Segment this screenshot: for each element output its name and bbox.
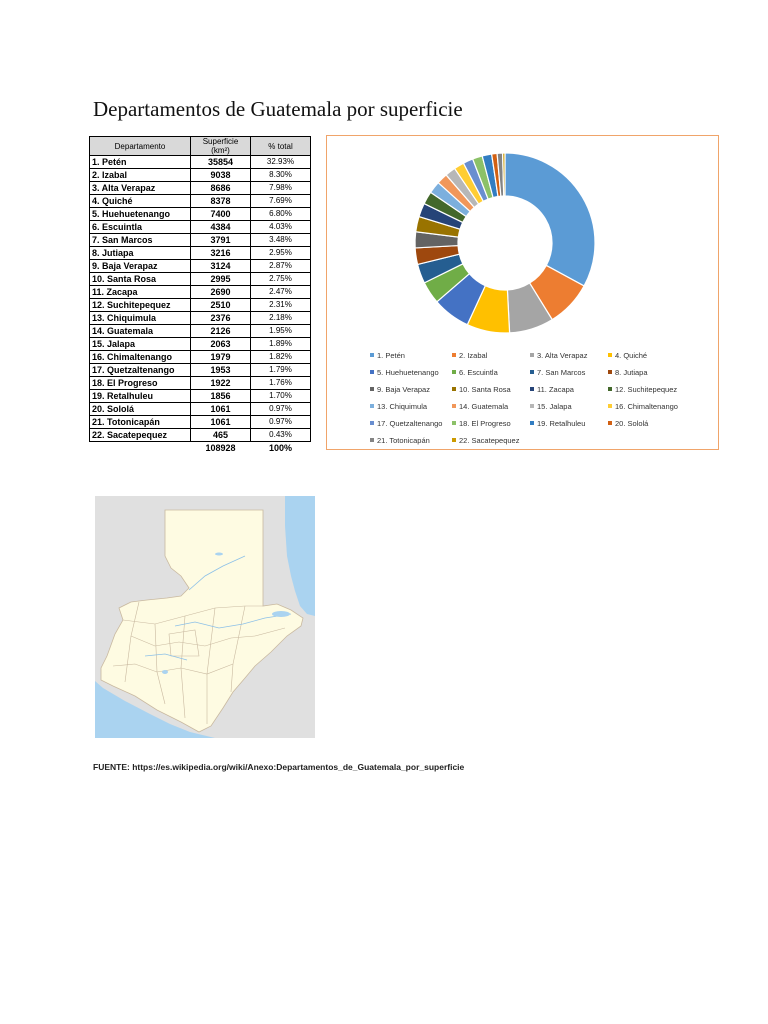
department-name: 8. Jutiapa [90,247,191,260]
legend-item [370,434,452,446]
department-area: 3216 [191,247,251,260]
department-percent: 8.30% [251,169,311,182]
department-percent: 1.95% [251,325,311,338]
table-row [90,247,311,260]
department-area: 2995 [191,273,251,286]
department-percent: 0.97% [251,416,311,429]
legend-label: 17. Quetzaltenango [377,418,443,428]
departments-table [89,136,311,454]
department-area: 3124 [191,260,251,273]
legend-label: 7. San Marcos [537,367,586,377]
legend-swatch [608,421,612,425]
legend-swatch [370,438,374,442]
legend-swatch [608,353,612,357]
legend-item [608,400,690,412]
legend-label: 21. Totonicapán [377,435,430,445]
department-percent: 3.48% [251,234,311,247]
legend-swatch [370,353,374,357]
department-area: 7400 [191,208,251,221]
legend-label: 10. Santa Rosa [459,384,511,394]
table-row [90,156,311,169]
table-row [90,338,311,351]
legend-swatch [530,421,534,425]
legend-item [608,383,690,395]
department-name: 11. Zacapa [90,286,191,299]
department-percent: 0.43% [251,429,311,442]
legend-label: 14. Guatemala [459,401,509,411]
department-percent: 2.47% [251,286,311,299]
department-percent: 2.95% [251,247,311,260]
department-area: 8686 [191,182,251,195]
legend-swatch [530,404,534,408]
legend-label: 13. Chiquimula [377,401,428,411]
department-name: 14. Guatemala [90,325,191,338]
table-row [90,403,311,416]
department-name: 13. Chiquimula [90,312,191,325]
legend-label: 19. Retalhuleu [537,418,586,428]
legend-item [370,366,452,378]
legend-item [452,400,530,412]
department-name: 2. Izabal [90,169,191,182]
department-percent: 1.82% [251,351,311,364]
legend-label: 18. El Progreso [459,418,511,428]
table-row [90,312,311,325]
legend-item [452,349,530,361]
legend-label: 20. Sololá [615,418,649,428]
legend-item [608,349,690,361]
department-area: 2690 [191,286,251,299]
department-name: 15. Jalapa [90,338,191,351]
legend-item [530,366,608,378]
legend-item [608,366,690,378]
table-row [90,416,311,429]
department-percent: 0.97% [251,403,311,416]
department-area: 2510 [191,299,251,312]
legend-swatch [452,370,456,374]
department-area: 1953 [191,364,251,377]
table-row [90,325,311,338]
table-row [90,351,311,364]
department-name: 12. Suchitepequez [90,299,191,312]
table-row [90,429,311,442]
department-name: 4. Quiché [90,195,191,208]
table-row [90,299,311,312]
header-percent: % total [251,137,311,156]
department-percent: 2.31% [251,299,311,312]
department-name: 9. Baja Verapaz [90,260,191,273]
department-percent: 7.69% [251,195,311,208]
legend-swatch [370,404,374,408]
legend-item [370,383,452,395]
legend-label: 1. Petén [377,350,405,360]
table-row [90,286,311,299]
legend-item [608,417,690,429]
total-row [90,442,311,455]
department-percent: 1.70% [251,390,311,403]
table-row [90,169,311,182]
legend-label: 5. Huehuetenango [377,367,439,377]
lake-peten-itza [215,553,223,556]
legend-label: 22. Sacatepequez [459,435,520,445]
legend-swatch [370,370,374,374]
table-row [90,377,311,390]
department-name: 21. Totonicapán [90,416,191,429]
legend-item [452,366,530,378]
department-area: 3791 [191,234,251,247]
department-area: 1922 [191,377,251,390]
legend-swatch [530,387,534,391]
department-percent: 1.89% [251,338,311,351]
table-row [90,260,311,273]
legend-label: 6. Escuintla [459,367,498,377]
department-area: 8378 [191,195,251,208]
legend-swatch [608,387,612,391]
department-area: 1856 [191,390,251,403]
header-department: Departamento [90,137,191,156]
guatemala-map [95,496,315,738]
table-row [90,273,311,286]
legend-label: 3. Alta Verapaz [537,350,588,360]
legend-swatch [608,370,612,374]
department-area: 35854 [191,156,251,169]
department-name: 18. El Progreso [90,377,191,390]
legend-label: 2. Izabal [459,350,488,360]
legend-item [530,349,608,361]
legend-item [530,383,608,395]
legend-label: 11. Zacapa [537,384,574,394]
department-name: 19. Retalhuleu [90,390,191,403]
legend-swatch [452,438,456,442]
department-area: 1979 [191,351,251,364]
department-percent: 7.98% [251,182,311,195]
legend-label: 15. Jalapa [537,401,572,411]
department-percent: 6.80% [251,208,311,221]
legend-item [370,349,452,361]
department-area: 1061 [191,416,251,429]
legend-swatch [370,421,374,425]
department-percent: 2.75% [251,273,311,286]
department-name: 3. Alta Verapaz [90,182,191,195]
department-name: 1. Petén [90,156,191,169]
department-percent: 1.79% [251,364,311,377]
total-percent: 100% [268,443,293,453]
chart-legend [370,349,710,446]
legend-swatch [530,370,534,374]
department-name: 7. San Marcos [90,234,191,247]
header-area: Superficie (km²) [191,137,251,156]
table-row [90,221,311,234]
donut-chart [327,136,720,351]
legend-swatch [608,404,612,408]
table-row [90,182,311,195]
department-area: 465 [191,429,251,442]
department-percent: 4.03% [251,221,311,234]
total-blank [90,442,191,455]
legend-swatch [452,404,456,408]
legend-item [530,417,608,429]
legend-label: 16. Chimaltenango [615,401,678,411]
department-percent: 32.93% [251,156,311,169]
legend-item [452,417,530,429]
department-area: 2376 [191,312,251,325]
table-row [90,208,311,221]
department-area: 4384 [191,221,251,234]
department-name: 16. Chimaltenango [90,351,191,364]
legend-item [370,400,452,412]
donut-slice [505,153,595,286]
department-percent: 1.76% [251,377,311,390]
source-note: FUENTE: https://es.wikipedia.org/wiki/Anexo:Departamentos_de_Guatemala_por_superficie [93,762,465,772]
page-title: Departamentos de Guatemala por superficie [93,97,463,121]
legend-item [452,434,530,446]
department-name: 5. Huehuetenango [90,208,191,221]
legend-item [452,383,530,395]
table-row [90,364,311,377]
legend-label: 9. Baja Verapaz [377,384,430,394]
legend-swatch [452,387,456,391]
legend-swatch [452,421,456,425]
lake-izabal [272,611,290,617]
legend-item [370,417,452,429]
total-area: 108928 [205,443,236,453]
legend-label: 12. Suchitepequez [615,384,678,394]
legend-label: 8. Jutiapa [615,367,648,377]
legend-item [530,400,608,412]
department-name: 22. Sacatepequez [90,429,191,442]
department-name: 17. Quetzaltenango [90,364,191,377]
department-name: 6. Escuintla [90,221,191,234]
legend-swatch [370,387,374,391]
department-name: 20. Sololá [90,403,191,416]
table-row [90,390,311,403]
department-percent: 2.18% [251,312,311,325]
legend-label: 4. Quiché [615,350,648,360]
department-area: 2063 [191,338,251,351]
department-area: 2126 [191,325,251,338]
table-row [90,195,311,208]
department-name: 10. Santa Rosa [90,273,191,286]
legend-swatch [452,353,456,357]
department-percent: 2.87% [251,260,311,273]
legend-swatch [530,353,534,357]
department-area: 1061 [191,403,251,416]
lake-atitlan [162,670,168,674]
table-row [90,234,311,247]
department-area: 9038 [191,169,251,182]
table-header-row [90,137,311,156]
